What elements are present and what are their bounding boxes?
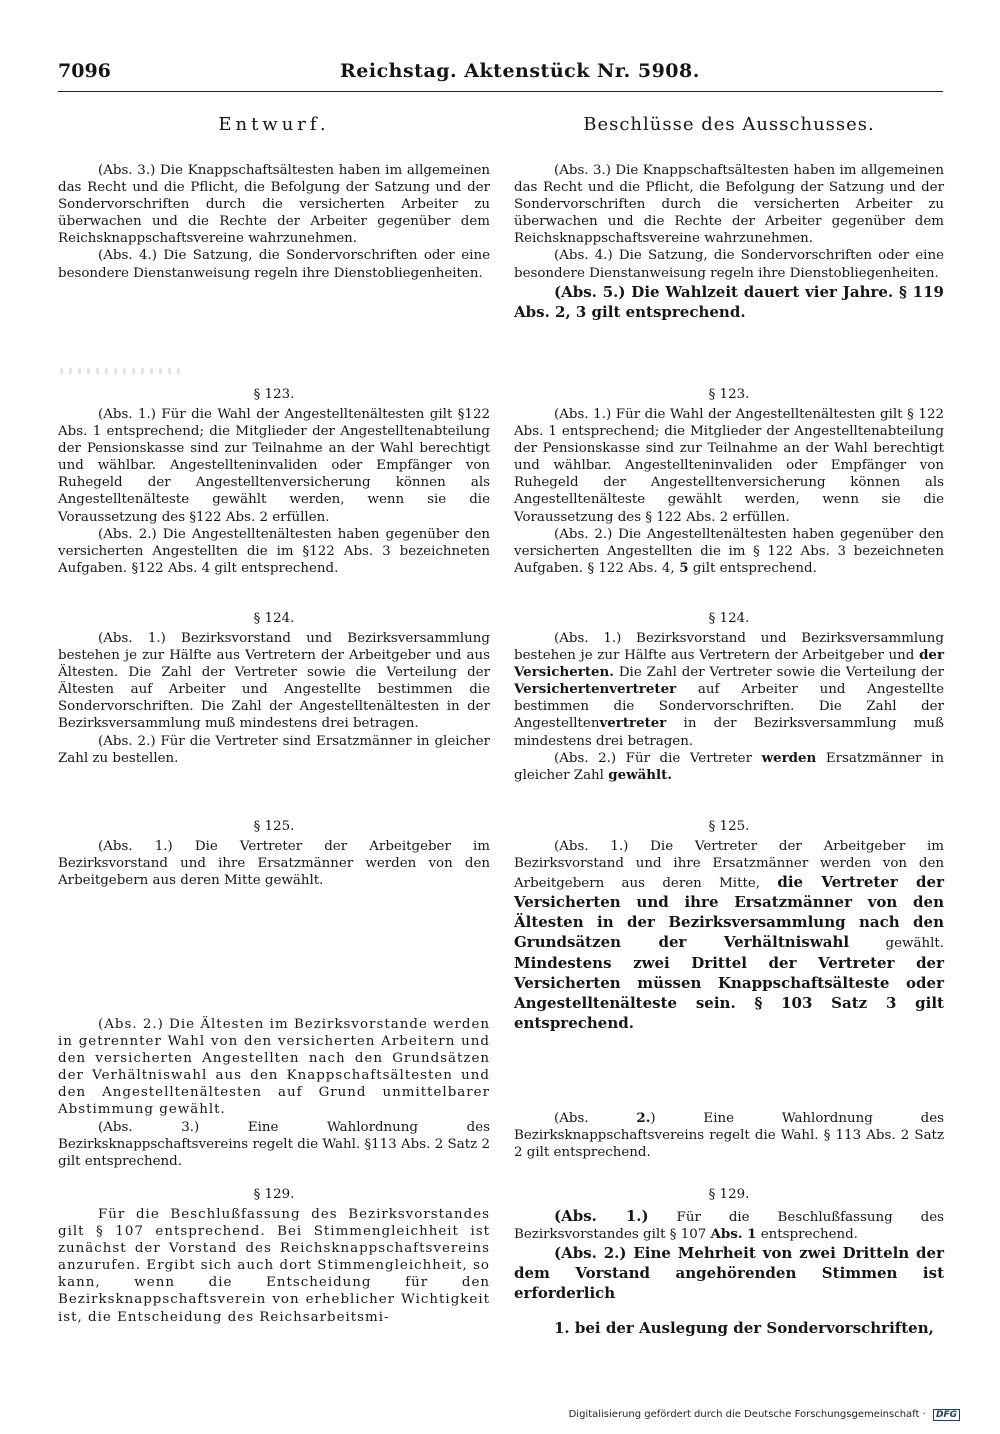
right-section-124 xyxy=(514,610,944,784)
paragraph xyxy=(514,750,944,784)
footer-text: Digitalisierung gefördert durch die Deutsche Forschungsgemeinschaft · xyxy=(568,1409,926,1420)
text-run: gewählt. xyxy=(849,936,944,952)
right-section-123 xyxy=(514,386,944,577)
text-run: (Abs. 1.) Die Vertreter der Arbeitgeber im Bezirksvorstand und ihre Ersatzmänner werden von den Arbeitgebern aus deren Mitte, xyxy=(514,839,944,892)
paragraph: (Abs. 1.) Die Vertreter der Arbeitgeber im Bezirksvorstand und ihre Ersatzmänner werden von den Arbeitgebern aus deren Mitte gewählt. xyxy=(58,839,490,889)
paragraph: (Abs. 1.) Bezirksvorstand und Bezirksversammlung bestehen je zur Hälfte aus Vertretern der Arbeitgeber und aus Ältesten. Die Zahl der Vertreter sowie die Verteilung der Ältesten auf Arbeiter und Angestellte bestimmen die Sondervorschriften. Die Zahl der Angestelltenältesten in der Bezirksversammlung muß mindestens drei betragen. xyxy=(58,631,490,732)
text-run-bold: gewählt. xyxy=(608,766,672,783)
left-section-129 xyxy=(58,1186,490,1326)
right-column-title: Beschlüsse des Ausschusses. xyxy=(583,114,875,135)
paragraph: (Abs. 3.) Eine Wahlordnung des Bezirksknappschaftsvereins regelt die Wahl. §113 Abs. 2 Satz 2 gilt entsprechend. xyxy=(58,1119,490,1169)
text-run-bold: vertreter xyxy=(599,715,667,732)
text-run: entsprechend. xyxy=(756,1227,858,1243)
page-number: 7096 xyxy=(58,60,111,82)
text-run-bold: 2. xyxy=(636,1110,651,1126)
paragraph: (Abs. 2.) Für die Vertreter sind Ersatzmänner in gleicher Zahl zu bestellen. xyxy=(58,733,490,766)
text-run-bold: Abs. 1 xyxy=(710,1226,757,1243)
paragraph: (Abs. 1.) Für die Wahl der Angestelltenältesten gilt § 122 Abs. 1 entsprechend; die Mitglieder der Angestelltenabteilung der Pensionskasse sind zur Teilnahme an der Wahl berechtigt und wählbar. Angestellteninvaliden oder Empfänger von Ruhegeld der Angestelltenversicherung können als Angestelltenälteste gewählt werden, wenn sie die Voraussetzung des § 122 Abs. 2 erfüllen. xyxy=(514,407,944,525)
section-heading: § 129. xyxy=(253,1187,295,1202)
left-section-125 xyxy=(58,818,490,889)
text-run-bold: die Vertreter der Versicherten und ihre Ersatzmänner von den Ältesten in der Bezirksversammlung nach den Grundsätzen der Verhältniswahl xyxy=(514,873,944,952)
paragraph xyxy=(514,838,944,1033)
section-heading: § 124. xyxy=(708,611,750,626)
right-section-129 xyxy=(514,1186,944,1353)
paragraph: (Abs. 1.) Für die Wahl der Angestelltenältesten gilt §122 Abs. 1 entsprechend; die Mitglieder der Angestelltenabteilung der Pensionskasse sind zur Teilnahme an der Wahl berechtigt und wählbar. Angestellteninvaliden oder Empfänger von Ruhegeld der Angestelltenversicherung können als Angestelltenälteste gewählt werden, wenn sie die Voraussetzung des §122 Abs. 2 erfüllen. xyxy=(58,407,490,525)
paragraph xyxy=(514,526,944,577)
section-heading: § 129. xyxy=(708,1187,750,1202)
paragraph: (Abs. 3.) Die Knappschaftsältesten haben im allgemeinen das Recht und die Pflicht, die Befolgung der Satzung und der Sondervorschriften durch die versicherten Arbeiter zu überwachen und die Rechte der Arbeiter gegenüber dem Reichsknappschaftsvereine wahrzunehmen. xyxy=(514,163,944,247)
left-abs3 xyxy=(58,162,490,282)
smudge-mark xyxy=(60,368,180,374)
text-run: (Abs. xyxy=(554,1111,637,1126)
text-run: (Abs. 1.) Bezirksvorstand und Bezirksversammlung bestehen je zur Hälfte aus Vertretern der Arbeitgeber und xyxy=(514,631,944,664)
paragraph xyxy=(514,630,944,750)
text-run-bold: 5 xyxy=(674,559,689,576)
paragraph: (Abs. 3.) Die Knappschaftsältesten haben im allgemeinen das Recht und die Pflicht, die Befolgung der Satzung und der Sondervorschriften durch die versicherten Arbeiter zu überwachen und die Rechte der Arbeiter gegenüber dem Reichsknappschaftsvereine wahrzunehmen. xyxy=(58,163,490,247)
section-heading: § 125. xyxy=(708,819,750,834)
header-rule xyxy=(58,91,943,92)
paragraph: Für die Beschlußfassung des Bezirksvorstandes gilt § 107 entsprechend. Bei Stimmengleichheit ist zunächst der Vorstand des Reichsknappschaftsvereins anzurufen. Ergibt sich auch dort Stimmengleichheit, so kann, wenn die Entscheidung für den Bezirksknappschaftsverein von erheblicher Wichtigkeit ist, die Entscheidung des Reichsarbeitsmi- xyxy=(58,1207,490,1325)
right-section-125-abs2 xyxy=(514,1110,944,1161)
paragraph: (Abs. 2.) Die Ältesten im Bezirksvorstande werden in getrennter Wahl von den versicherten Arbeitern und den versicherten Angestellten nach den Grundsätzen der Verhältniswahl aus den Knappschaftsältesten und den Angestelltenältesten auf Grund unmittelbarer Abstimmung gewählt. xyxy=(58,1017,490,1118)
paragraph-bold: (Abs. 2.) Eine Mehrheit von zwei Dritteln der dem Vorstand angehörenden Stimmen ist erforderlich xyxy=(514,1244,944,1303)
section-heading: § 123. xyxy=(708,387,750,402)
section-heading: § 124. xyxy=(253,611,295,626)
paragraph: (Abs. 4.) Die Satzung, die Sondervorschriften oder eine besondere Dienstanweisung regeln ihre Dienstobliegenheiten. xyxy=(514,248,944,281)
left-section-125-abs2 xyxy=(58,1016,490,1170)
text-run: Ersatzmänner in gleicher Zahl xyxy=(514,750,944,783)
paragraph: (Abs. 2.) Die Angestelltenältesten haben gegenüber den versicherten Angestellten die im §122 Abs. 3 bezeichneten Aufgaben. §122 Abs. 4 gilt entsprechend. xyxy=(58,526,490,576)
left-section-124 xyxy=(58,610,490,767)
text-run: auf Arbeiter und Angestellte bestimmen die Sondervorschriften. Die Zahl der Angestellten xyxy=(514,682,944,732)
text-run: (Abs. 2.) Die Angestelltenältesten haben gegenüber den versicherten Angestellten die im § 122 Abs. 3 bezeichneten Aufgaben. § 122 Abs. 4, xyxy=(514,526,944,576)
text-run: gilt entsprechend. xyxy=(688,560,817,576)
text-run-bold: Versichertenvertreter xyxy=(514,681,677,698)
paragraph-bold: (Abs. 5.) Die Wahlzeit dauert vier Jahre. § 119 Abs. 2, 3 gilt entsprechend. xyxy=(514,282,944,321)
left-column-title: Entwurf. xyxy=(218,114,330,135)
left-section-123 xyxy=(58,386,490,577)
paragraph: (Abs. 4.) Die Satzung, die Sondervorschriften oder eine besondere Dienstanweisung regeln ihre Dienstobliegenheiten. xyxy=(58,248,490,281)
section-heading: § 125. xyxy=(253,819,295,834)
text-run: Für die Beschlußfassung des Bezirksvorstandes gilt § 107 xyxy=(514,1210,944,1243)
text-run-bold: (Abs. 1.) xyxy=(554,1207,649,1225)
right-abs3 xyxy=(514,162,944,322)
right-section-125 xyxy=(514,818,944,1033)
dfg-logo-icon: DFG xyxy=(933,1409,960,1421)
paragraph xyxy=(514,1110,944,1161)
text-run-bold: werden xyxy=(761,749,817,766)
running-title: Reichstag. Aktenstück Nr. 5908. xyxy=(340,60,700,82)
paragraph xyxy=(514,1206,944,1243)
list-item: 1. bei der Auslegung der Sondervorschriften, xyxy=(554,1319,934,1338)
text-run-bold: Mindestens zwei Drittel der Vertreter der Versicherten müssen Knappschaftsälteste oder Angestelltenälteste sein. § 103 Satz 3 gilt entsprechend. xyxy=(514,953,944,1032)
footer xyxy=(569,1409,960,1421)
page-header xyxy=(58,58,938,92)
section-heading: § 123. xyxy=(253,387,295,402)
text-run: ) Eine Wahlordnung des Bezirksknappschaftsvereins regelt die Wahl. § 113 Abs. 2 Satz 2 gilt entsprechend. xyxy=(514,1111,944,1161)
text-run: (Abs. 2.) Für die Vertreter xyxy=(554,750,762,766)
text-run: Die Zahl der Vertreter sowie die Verteilung der xyxy=(613,665,944,681)
text-run-bold: der Versicherten. xyxy=(514,647,944,681)
text-run: in der Bezirksversammlung muß mindestens drei betragen. xyxy=(514,716,944,749)
